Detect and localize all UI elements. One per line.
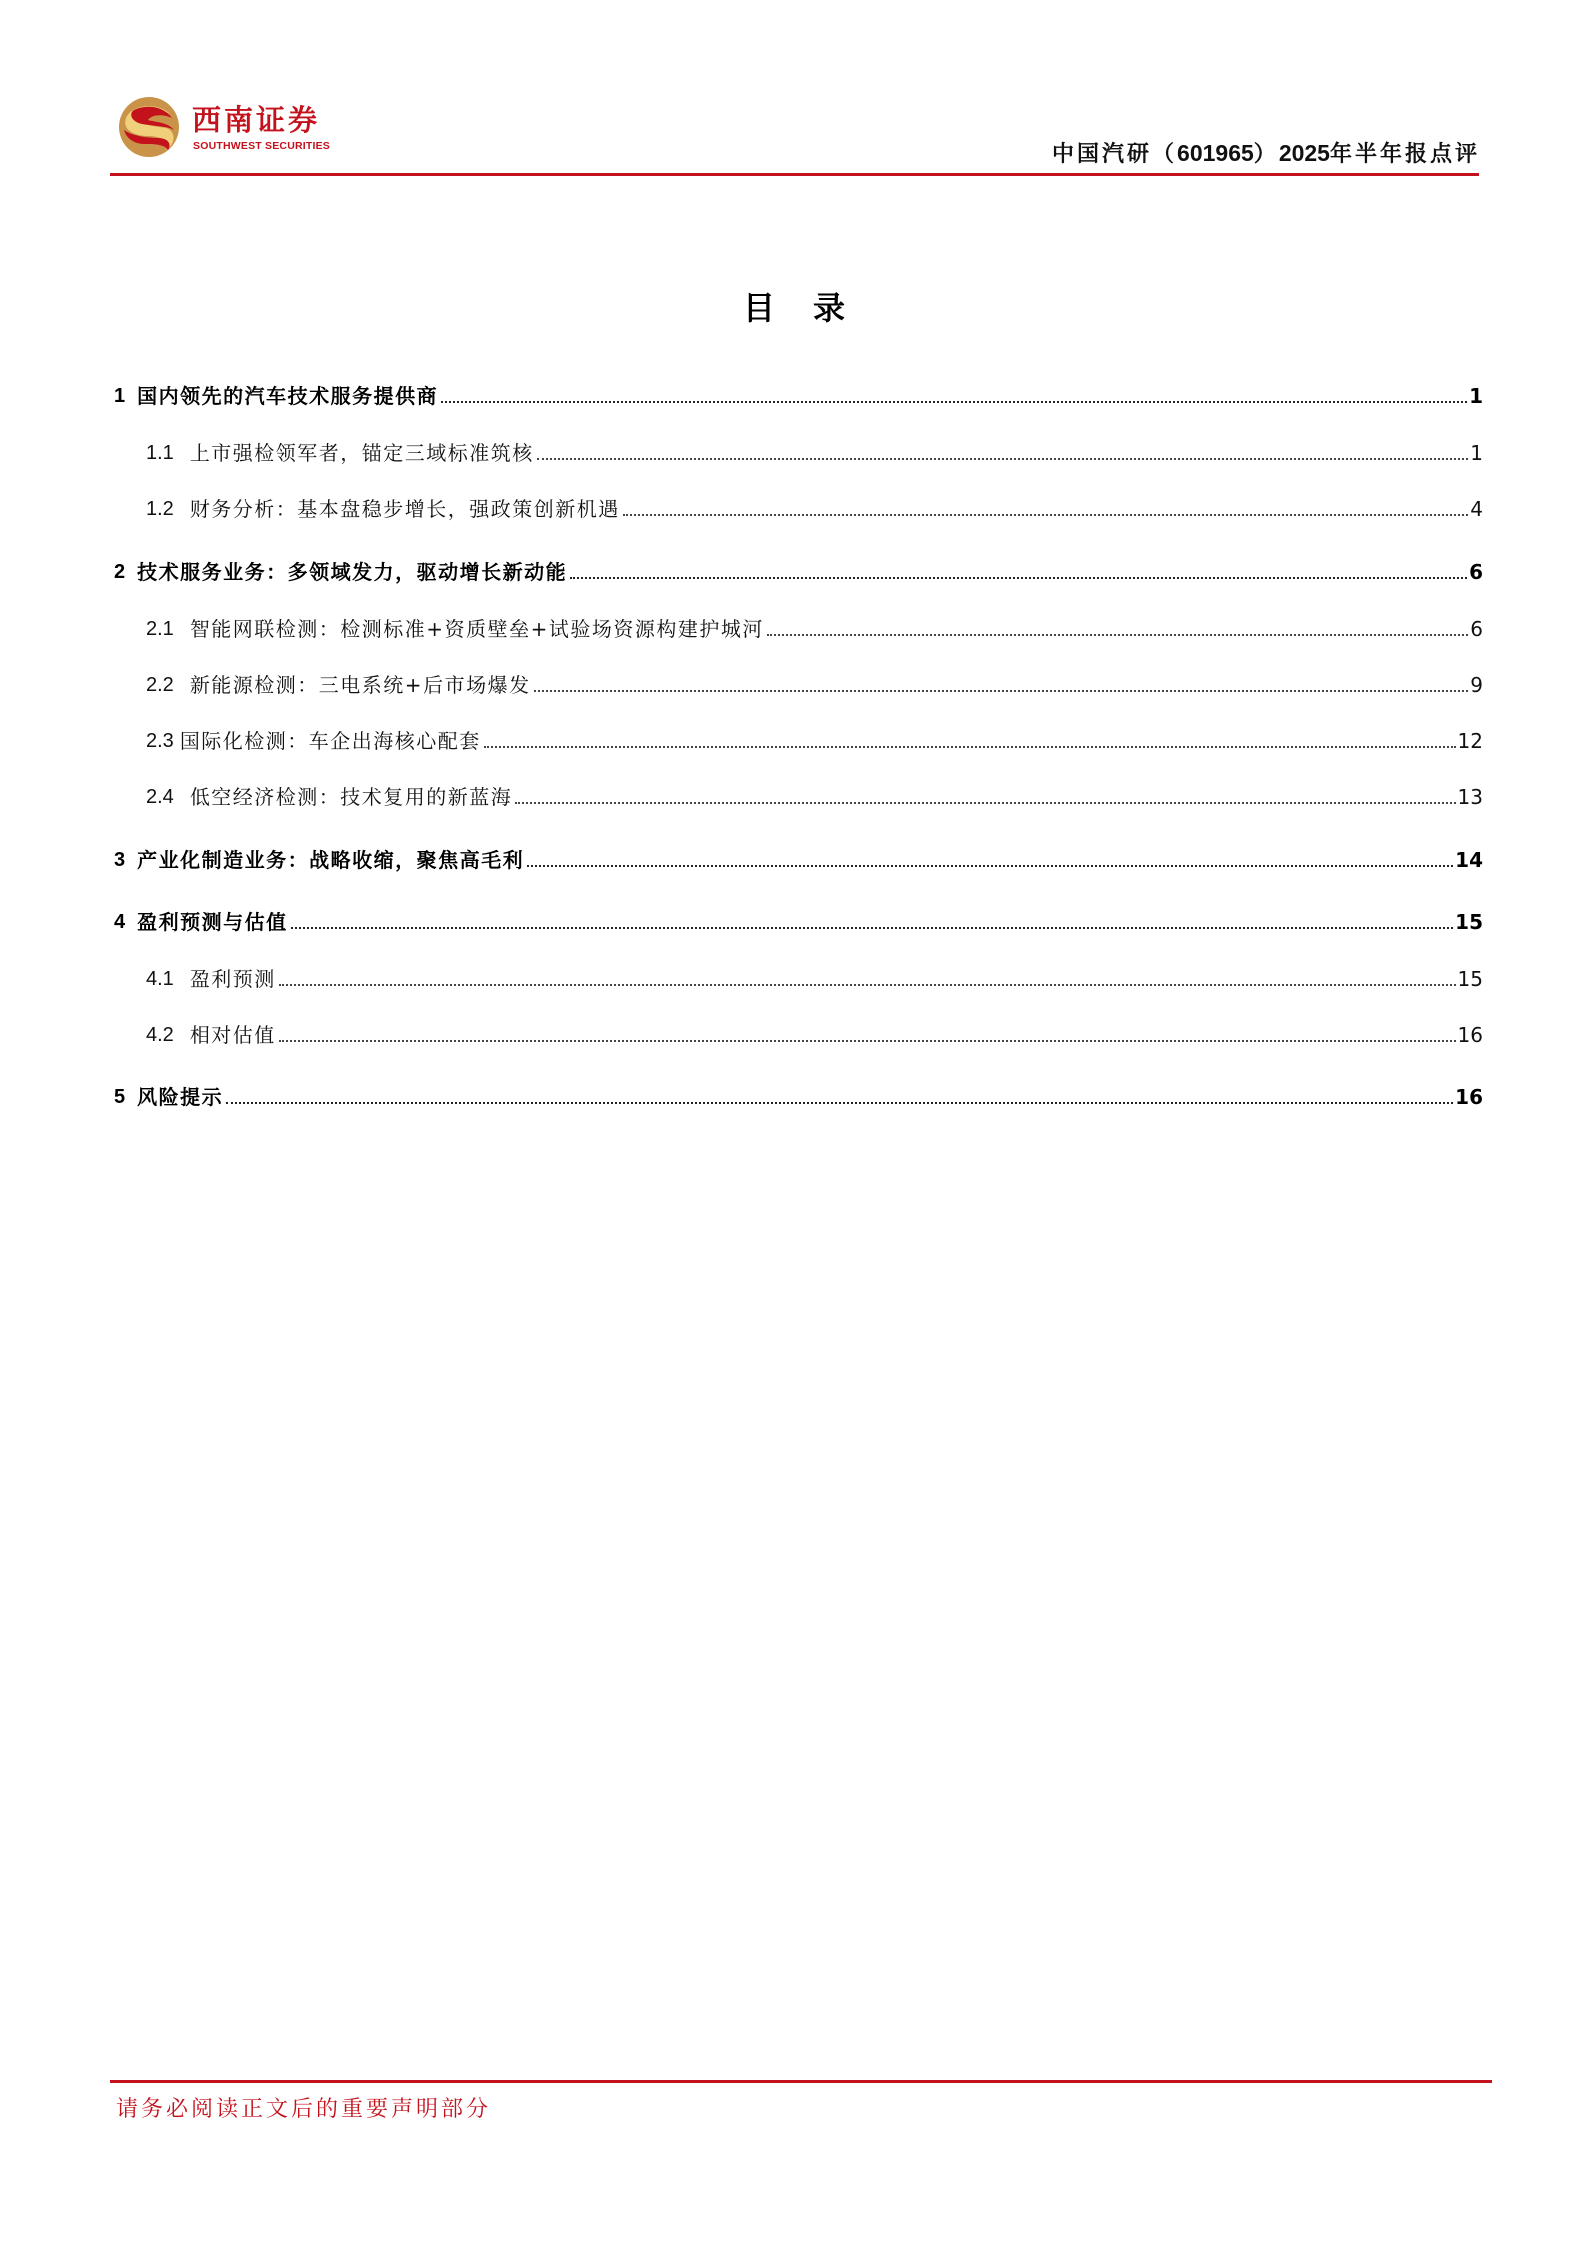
toc-entry[interactable]: [114, 667, 1483, 697]
dot-leader: [767, 634, 1468, 636]
toc-entry[interactable]: [114, 1017, 1483, 1047]
dot-leader: [279, 984, 1456, 986]
toc-entry-page: 13: [1457, 785, 1483, 809]
logo-name-en: SOUTHWEST SECURITIES: [193, 140, 331, 152]
toc-entry[interactable]: [114, 842, 1483, 872]
dot-leader: [484, 746, 1456, 748]
dot-leader: [570, 577, 1467, 579]
toc-entry-page: 14: [1455, 848, 1483, 872]
toc-entry-label: 低空经济检测：技术复用的新蓝海: [189, 785, 513, 809]
toc-entry-page: 16: [1457, 1023, 1483, 1047]
toc-entry-number: 1.2: [146, 498, 174, 520]
toc-entry[interactable]: [114, 435, 1483, 465]
dot-leader: [279, 1040, 1456, 1042]
dot-leader: [291, 927, 1454, 929]
toc-entry-page: 16: [1455, 1085, 1483, 1109]
toc-entry-page: 1: [1470, 441, 1483, 465]
toc-entry-label: 盈利预测: [189, 967, 276, 991]
toc-entry-label: 盈利预测与估值: [137, 910, 288, 934]
logo-name-cn: 西南证券: [192, 103, 321, 137]
toc-entry-page: 6: [1469, 560, 1483, 584]
logo-swirl-icon: [118, 96, 180, 158]
dot-leader: [537, 458, 1468, 460]
toc-entry-page: 6: [1470, 617, 1483, 641]
dot-leader: [515, 802, 1455, 804]
toc-entry[interactable]: [114, 378, 1483, 408]
toc-entry-number: 2: [114, 561, 126, 583]
report-title-mid: ）: [1253, 142, 1279, 167]
toc-entry-page: 12: [1457, 729, 1483, 753]
report-title-suffix: 年半年报点评: [1329, 142, 1480, 167]
dot-leader: [441, 401, 1467, 403]
toc-entry-label: 上市强检领军者，锚定三域标准筑核: [189, 441, 534, 465]
toc-entry-label: 新能源检测：三电系统+后市场爆发: [189, 673, 531, 697]
toc-entry[interactable]: [114, 491, 1483, 521]
header-divider: [110, 173, 1479, 176]
report-year: 2025: [1278, 140, 1330, 166]
toc-entry-label: 相对估值: [189, 1023, 276, 1047]
dot-leader: [534, 690, 1469, 692]
toc-entry-number: 5: [114, 1086, 126, 1108]
report-title-prefix: 中国汽研（: [1052, 142, 1178, 167]
toc-entry-number: 3: [114, 849, 126, 871]
toc-entry-number: 2.2: [146, 674, 174, 696]
dot-leader: [226, 1102, 1453, 1104]
toc-entry-page: 15: [1457, 967, 1483, 991]
toc-entry-page: 4: [1470, 497, 1483, 521]
toc-entry-page: 1: [1469, 384, 1483, 408]
footer-divider: [110, 2080, 1492, 2083]
toc-title: 目录: [742, 289, 883, 327]
toc-entry-number: 4: [114, 911, 126, 933]
toc-entry-number: 2.4: [146, 786, 174, 808]
toc-entry-label: 财务分析：基本盘稳步增长，强政策创新机遇: [189, 497, 620, 521]
company-logo: [118, 96, 338, 166]
stock-code: 601965: [1177, 140, 1254, 166]
toc-entry-number: 4.1: [146, 968, 174, 990]
toc-entry-label: 国内领先的汽车技术服务提供商: [137, 384, 439, 408]
dot-leader: [527, 865, 1453, 867]
toc-entry-page: 15: [1455, 910, 1483, 934]
toc-entry-number: 1: [114, 385, 126, 407]
toc-entry-page: 9: [1470, 673, 1483, 697]
toc-entry-number: 1.1: [146, 442, 174, 464]
toc-entry[interactable]: [114, 554, 1483, 584]
toc-entry-label: 国际化检测：车企出海核心配套: [179, 729, 481, 753]
toc-entry-number: 2.3: [146, 730, 174, 752]
toc-entry-label: 智能网联检测：检测标准+资质壁垒+试验场资源构建护城河: [189, 617, 764, 641]
toc-entry-number: 2.1: [146, 618, 174, 640]
toc-entry-number: 4.2: [146, 1024, 174, 1046]
toc-entry[interactable]: [114, 1079, 1483, 1109]
report-title: [1052, 137, 1480, 168]
toc-entry-label: 产业化制造业务：战略收缩，聚焦高毛利: [137, 848, 525, 872]
toc-entry[interactable]: [114, 611, 1483, 641]
footer-disclaimer: 请务必阅读正文后的重要声明部分: [116, 2097, 492, 2122]
toc-entry[interactable]: [114, 904, 1483, 934]
toc-entry-label: 技术服务业务：多领域发力，驱动增长新动能: [137, 560, 568, 584]
toc-entry-label: 风险提示: [137, 1085, 224, 1109]
toc-entry[interactable]: [114, 779, 1483, 809]
dot-leader: [623, 514, 1468, 516]
toc-entry[interactable]: [114, 961, 1483, 991]
toc-entry[interactable]: [114, 723, 1483, 753]
